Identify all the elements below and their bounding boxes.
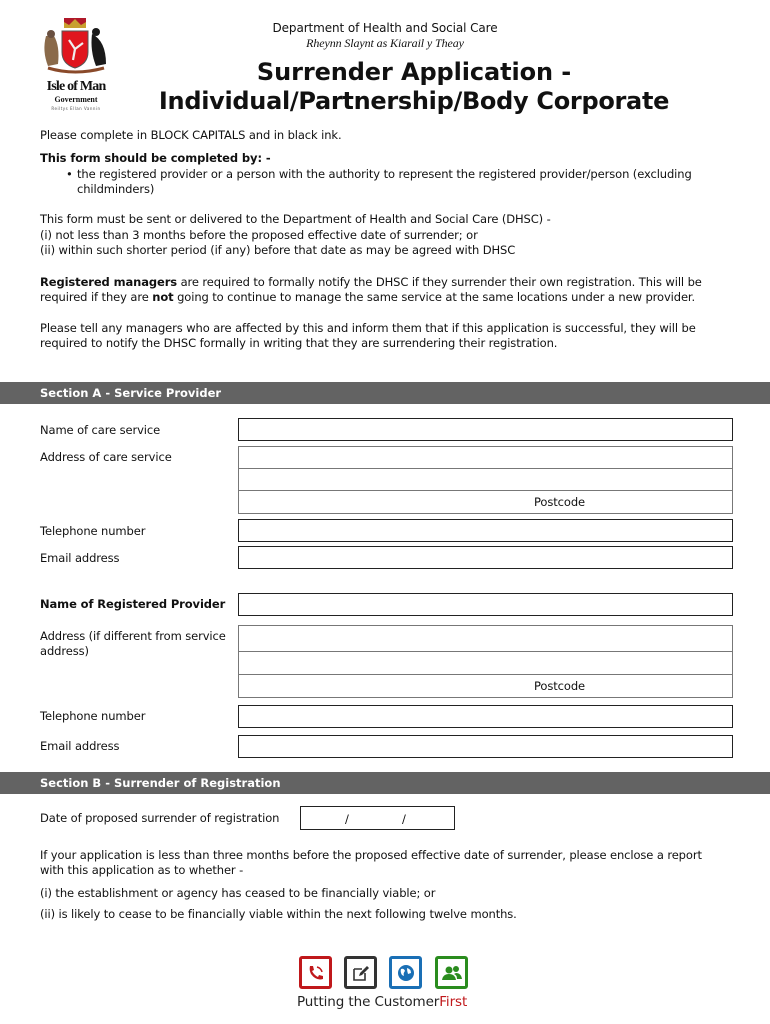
page-title-line2: Individual/Partnership/Body Corporate <box>158 87 670 115</box>
label-provider-telephone: Telephone number <box>40 709 146 723</box>
bullet-text-line1: the registered provider or a person with the authority to represent the registered provider/person (excluding <box>77 167 692 181</box>
delivery-text-line3: (ii) within such shorter period (if any) before that date as may be agreed with DHSC <box>40 243 516 257</box>
label-provider-address-line1: Address (if different from service <box>40 629 226 643</box>
label-address-of-care-service: Address of care service <box>40 450 172 464</box>
notify-text-line2: required to notify the DHSC formally in writing that they are surrendering their registration. <box>40 336 558 350</box>
report-option-ii: (ii) is likely to cease to be financially viable within the next following twelve months. <box>40 907 517 921</box>
address-line2-field[interactable] <box>238 468 733 491</box>
provider-email-field[interactable] <box>238 735 733 758</box>
address-line1-field[interactable] <box>238 446 733 469</box>
label-email: Email address <box>40 551 120 565</box>
notify-text-line1: Please tell any managers who are affected by this and inform them that if this application is successful, they will be <box>40 321 696 335</box>
address-postcode-field[interactable] <box>238 490 733 514</box>
managers-text-line2 <box>40 290 695 305</box>
globe-icon <box>396 963 416 983</box>
label-provider-email: Email address <box>40 739 120 753</box>
registered-provider-name-field[interactable] <box>238 593 733 616</box>
provider-address-line1-field[interactable] <box>238 625 733 652</box>
postcode-label: Postcode <box>534 495 585 509</box>
date-separator-1: / <box>345 812 349 826</box>
slogan-part-a: Putting the <box>297 994 375 1010</box>
label-telephone: Telephone number <box>40 524 146 538</box>
department-name-manx: Rheynn Slaynt as Kiarail y Theay <box>306 36 464 50</box>
slogan-part-b: Customer <box>374 994 440 1010</box>
label-surrender-date: Date of proposed surrender of registration <box>40 811 280 825</box>
report-text-line1: If your application is less than three months before the proposed effective date of surrender, please enclose a report <box>40 848 702 862</box>
logo-gaelic: Reiltys Ellan Vannin <box>51 106 101 111</box>
label-provider-address-line2: address) <box>40 644 89 658</box>
managers-line2-a: required if they are <box>40 290 153 304</box>
provider-address-line2-field[interactable] <box>238 651 733 675</box>
managers-line2-b: going to continue to manage the same service at the same locations under a new provider. <box>173 290 696 304</box>
managers-rest: are required to formally notify the DHSC if they surrender their own registration. This will be <box>177 275 702 289</box>
label-name-of-registered-provider: Name of Registered Provider <box>40 597 226 611</box>
telephone-field[interactable] <box>238 519 733 542</box>
provider-postcode-field[interactable] <box>238 674 733 698</box>
label-name-of-care-service: Name of care service <box>40 423 161 437</box>
phone-icon <box>306 963 326 983</box>
bullet-icon: • <box>66 167 73 181</box>
delivery-text-line2: (i) not less than 3 months before the proposed effective date of surrender; or <box>40 228 478 242</box>
page-title-line1: Surrender Application - <box>256 58 572 86</box>
section-b-header: Section B - Surrender of Registration <box>0 772 770 794</box>
people-tile <box>435 956 468 989</box>
bullet-text-line2: childminders) <box>77 182 155 196</box>
instructions-text: Please complete in BLOCK CAPITALS and in black ink. <box>40 128 342 142</box>
phone-tile <box>299 956 332 989</box>
managers-text-line1 <box>40 275 702 290</box>
email-field[interactable] <box>238 546 733 569</box>
provider-telephone-field[interactable] <box>238 705 733 728</box>
globe-tile <box>389 956 422 989</box>
people-icon <box>441 963 463 983</box>
edit-tile <box>344 956 377 989</box>
managers-bold: Registered managers <box>40 275 178 289</box>
department-name: Department of Health and Social Care <box>272 21 498 35</box>
footer-slogan <box>297 993 467 1011</box>
edit-icon <box>351 963 371 983</box>
report-text-line2: with this application as to whether - <box>40 863 244 877</box>
slogan-part-c: First <box>439 994 468 1010</box>
section-a-header: Section A - Service Provider <box>0 382 770 404</box>
provider-postcode-label: Postcode <box>534 679 585 693</box>
completed-by-heading: This form should be completed by: - <box>40 151 271 165</box>
date-separator-2: / <box>402 812 406 826</box>
managers-line2-bold: not <box>152 290 174 304</box>
report-option-i: (i) the establishment or agency has ceased to be financially viable; or <box>40 886 436 900</box>
delivery-text-line1: This form must be sent or delivered to the Department of Health and Social Care (DHSC) - <box>40 212 551 226</box>
name-of-care-service-field[interactable] <box>238 418 733 441</box>
logo-sub: Government <box>54 95 98 104</box>
surrender-date-field[interactable] <box>300 806 455 830</box>
logo-name: Isle of Man <box>46 79 106 94</box>
